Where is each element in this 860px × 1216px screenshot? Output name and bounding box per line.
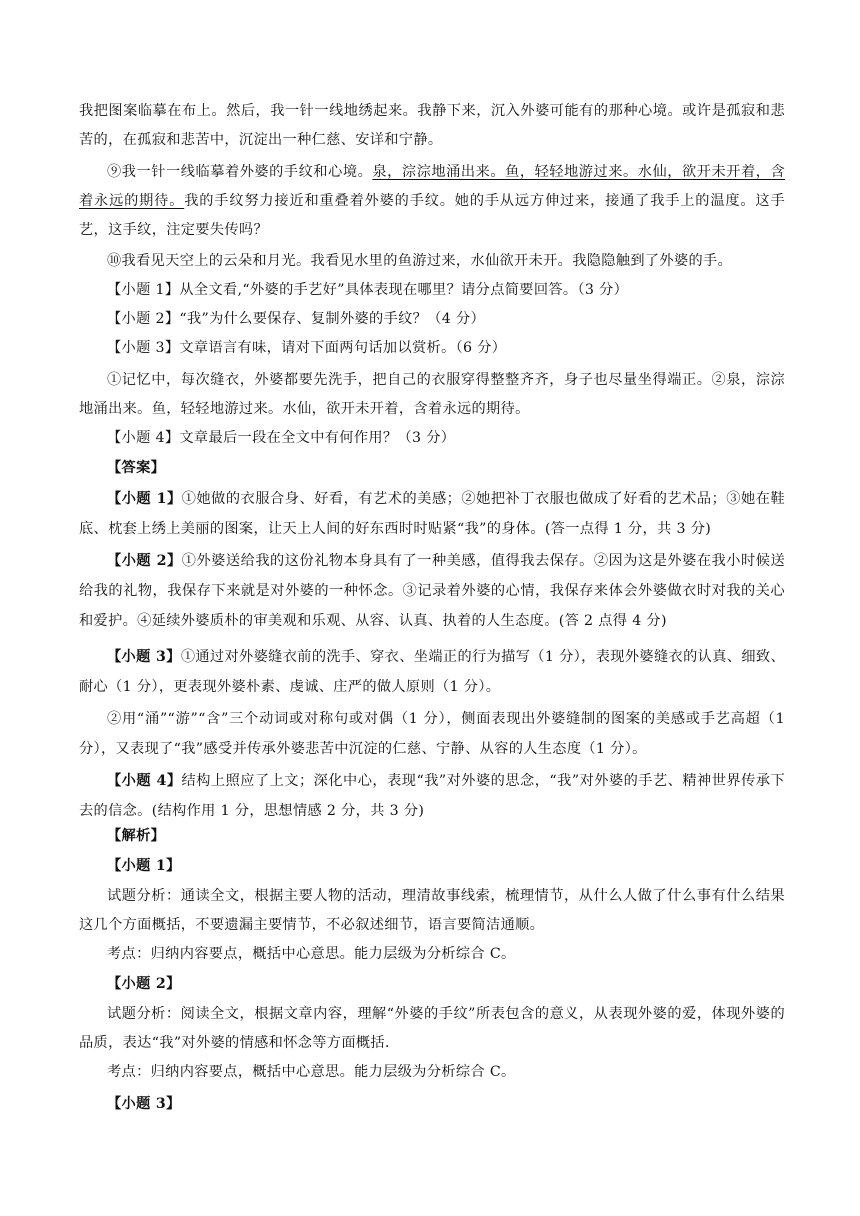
answer-3-part-2: ②用“涌”“游”“含”三个动词或对称句或对偶（1 分），侧面表现出外婆缝制的图案的美感或手艺高超（1 分），又表现了“我”感受并传承外婆悲苦中沉淀的仁慈、宁静、从容的人生态度（1 分）。 — [79, 711, 785, 757]
answer-1-label: 【小题 1】 — [107, 491, 182, 507]
question-3: 【小题 3】文章语言有味，请对下面两句话加以赏析。（6 分） — [107, 340, 507, 356]
passage-paragraph-10: ⑩我看见天空上的云朵和月光。我看见水里的鱼游过来，水仙欲开未开。我隐隐触到了外婆的手。 — [107, 253, 733, 269]
passage-p9-underlined-sentence: 泉，淙淙地涌出来。鱼，轻轻地游过来。水仙，欲开未开着，含着永远的期待。 — [79, 164, 785, 209]
passage-p9-start: ⑨我一针一线临摹着外婆的手纹和心境。 — [107, 164, 373, 180]
answer-1-text: ①她做的衣服合身、好看，有艺术的美感；②她把补丁衣服也做成了好看的艺术品；③她在鞋底、枕套上绣上美丽的图案，让天上人间的好东西时时贴紧“我”的身体。(答一点得 1 分，共 3 分) — [79, 491, 785, 537]
analysis-heading: 【解析】 — [107, 828, 166, 844]
analysis-1-point: 考点：归纳内容要点，概括中心意思。能力层级为分析综合 C。 — [107, 946, 516, 962]
analysis-2-text: 试题分析：阅读全文，根据文章内容，理解“外婆的手纹”所表包含的意义，从表现外婆的爱，体现外婆的品质，表达“我”对外婆的情感和怀念等方面概括． — [79, 1006, 785, 1051]
answer-2 — [79, 546, 785, 636]
question-4: 【小题 4】文章最后一段在全文中有何作用？（3 分） — [107, 430, 456, 446]
answer-4-label: 【小题 4】 — [107, 773, 182, 789]
analysis-3-label: 【小题 3】 — [107, 1096, 181, 1112]
analysis-1-text: 试题分析：通读全文，根据主要人物的活动，理清故事线索，梳理情节，从什么人做了什么事有什么结果这几个方面概括，不要遗漏主要情节，不必叙述细节，语言要简洁通顺。 — [79, 888, 785, 933]
question-3-text: ①记忆中，每次缝衣，外婆都要先洗手，把自己的衣服穿得整整齐齐，身子也尽量坐得端正。②泉，淙淙地涌出来。鱼，轻轻地游过来。水仙，欲开未开着，含着永远的期待。 — [79, 372, 785, 417]
answer-3-label: 【小题 3】 — [107, 649, 181, 665]
analysis-1-label: 【小题 1】 — [107, 858, 181, 874]
passage-paragraph-1: 我把图案临摹在布上。然后，我一针一线地绣起来。我静下来，沉入外婆可能有的那种心境。或许是孤寂和悲苦的，在孤寂和悲苦中，沉淀出一种仁慈、安详和宁静。 — [79, 103, 785, 148]
passage-paragraph-9 — [79, 158, 785, 245]
analysis-2-point: 考点：归纳内容要点，概括中心意思。能力层级为分析综合 C。 — [107, 1064, 516, 1080]
question-1: 【小题 1】从全文看,“外婆的手艺好”具体表现在哪里？请分点简要回答。（3 分） — [107, 282, 629, 298]
passage-p9-end: 我的手纹努力接近和重叠着外婆的手纹。她的手从远方伸过来，接通了我手上的温度。这手艺，这手纹，注定要失传吗？ — [79, 193, 785, 238]
answer-2-text: ①外婆送给我的这份礼物本身具有了一种美感，值得我去保存。②因为这是外婆在我小时候送给我的礼物，我保存下来就是对外婆的一种怀念。③记录着外婆的心情，我保存来体会外婆做衣时对我的关心和爱护。④延续外婆质朴的审美观和乐观、从容、认真、执着的人生态度。(答 2 点得 4 分) — [79, 553, 785, 629]
question-2: 【小题 2】“我”为什么要保存、复制外婆的手纹？（4 分） — [107, 311, 486, 327]
answer-1 — [79, 484, 785, 544]
answer-heading: 【答案】 — [107, 460, 166, 476]
answer-2-label: 【小题 2】 — [107, 553, 182, 569]
answer-4-text: 结构上照应了上文；深化中心，表现“我”对外婆的思念，“我”对外婆的手艺、精神世界传承下去的信念。(结构作用 1 分，思想情感 2 分，共 3 分) — [79, 773, 785, 819]
answer-3-part-1 — [79, 642, 785, 702]
answer-3-part-1-text: ①通过对外婆缝衣前的洗手、穿衣、坐端正的行为描写（1 分），表现外婆缝衣的认真、细致、耐心（1 分），更表现外婆朴素、虔诚、庄严的做人原则（1 分）。 — [79, 649, 785, 695]
answer-4 — [79, 766, 785, 826]
analysis-2-label: 【小题 2】 — [107, 976, 181, 992]
